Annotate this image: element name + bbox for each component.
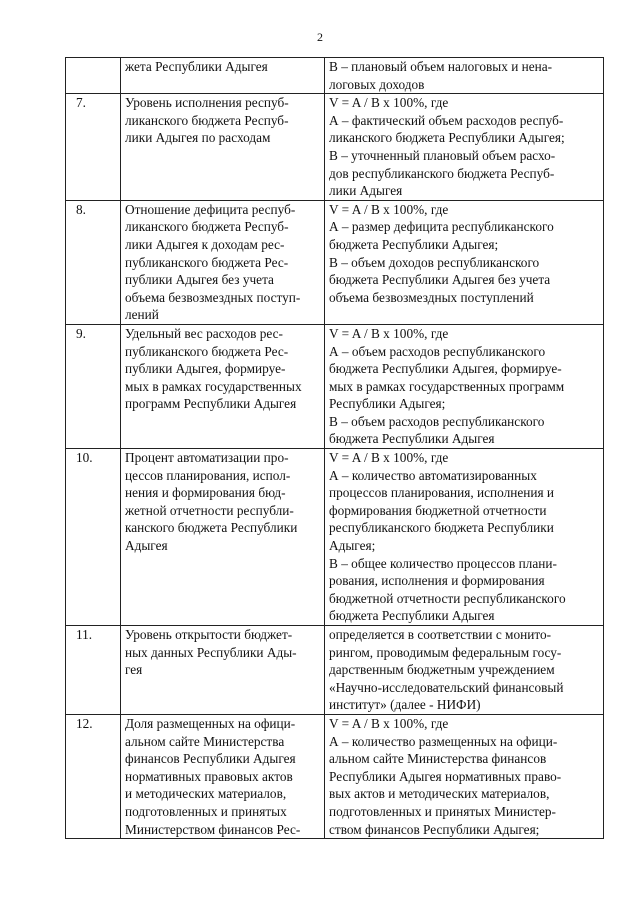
text-line: ликанского бюджета Респуб- <box>125 112 289 128</box>
row-number <box>66 58 121 94</box>
indicator-name <box>121 626 325 715</box>
row-number: 12. <box>66 714 121 838</box>
text-line: публиканского бюджета Рес- <box>125 254 289 270</box>
page-number: 2 <box>317 30 323 44</box>
table-row <box>66 58 604 94</box>
text-line: формирования бюджетной отчетности <box>329 502 547 518</box>
text-line: Удельный вес расходов рес- <box>125 325 283 341</box>
indicator-formula <box>325 58 604 94</box>
text-line: А – количество автоматизированных <box>329 467 537 483</box>
text-line: канского бюджета Республики <box>125 520 298 536</box>
text-line: В – объем расходов республиканского <box>329 413 545 429</box>
text-line: ных данных Республики Ады- <box>125 644 297 660</box>
text-line: публики Адыгея, формируе- <box>125 361 286 377</box>
text-line: лики Адыгея по расходам <box>125 130 271 146</box>
text-line: ликанского бюджета Респуб- <box>125 219 289 235</box>
text-line: V = A / B x 100%, где <box>329 201 449 217</box>
text-line: бюджета Республики Адыгея <box>329 431 495 447</box>
text-line: публики Адыгея без учета <box>125 272 274 288</box>
text-line: определяется в соответствии с монито- <box>329 627 552 642</box>
indicator-name <box>121 200 325 324</box>
text-line: жетной отчетности республи- <box>125 502 294 518</box>
text-line: Процент автоматизации про- <box>125 450 289 466</box>
text-line: цессов планирования, испол- <box>125 467 291 483</box>
text-line: альном сайте Министерства <box>125 733 285 749</box>
text-line: бюджетной отчетности республиканского <box>329 590 566 606</box>
text-line: В – уточненный плановый объем расхо- <box>329 147 556 163</box>
text-line: лики Адыгея <box>329 183 403 199</box>
text-line: А – объем расходов республиканского <box>329 343 546 359</box>
text-line: V = A / B x 100%, где <box>329 715 449 731</box>
indicator-formula <box>325 324 604 448</box>
text-line: жета Республики Адыгея <box>125 59 268 74</box>
text-line: бюджета Республики Адыгея без учета <box>329 272 551 288</box>
row-number: 9. <box>66 324 121 448</box>
text-line: объема безвозмездных поступлений <box>329 289 534 305</box>
row-number: 7. <box>66 94 121 201</box>
text-line: Уровень исполнения респуб- <box>125 95 289 111</box>
table-row <box>66 200 604 324</box>
text-line: Адыгея; <box>329 538 376 554</box>
text-line: дарственным бюджетным учреждением <box>329 662 555 678</box>
text-line: гея <box>125 662 143 678</box>
text-line: вых актов и методических материалов, <box>329 786 550 802</box>
indicator-formula <box>325 94 604 201</box>
text-line: мых в рамках государственных программ <box>329 378 565 394</box>
text-line: Уровень открытости бюджет- <box>125 627 293 642</box>
text-line: Доля размещенных на офици- <box>125 715 296 731</box>
text-line: подготовленных и принятых <box>125 803 287 819</box>
text-line: программ Республики Адыгея <box>125 396 297 412</box>
text-line: публиканского бюджета Рес- <box>125 343 289 359</box>
text-line: А – фактический объем расходов респуб- <box>329 112 564 128</box>
text-line: мых в рамках государственных <box>125 378 302 394</box>
text-line: лений <box>125 307 159 323</box>
text-line: V = A / B x 100%, где <box>329 325 449 341</box>
indicator-formula <box>325 626 604 715</box>
text-line: нормативных правовых актов <box>125 768 293 784</box>
table-row <box>66 324 604 448</box>
text-line: рингом, проводимым федеральным госу- <box>329 644 562 660</box>
indicator-name <box>121 324 325 448</box>
text-line: В – плановый объем налоговых и нена- <box>329 59 553 74</box>
text-line: «Научно-исследовательский финансовый <box>329 679 564 695</box>
table-row <box>66 626 604 715</box>
text-line: ликанского бюджета Республики Адыгея; <box>329 130 565 146</box>
text-line: В – общее количество процессов плани- <box>329 555 557 571</box>
text-line: рования, исполнения и формирования <box>329 573 545 589</box>
text-line: Республики Адыгея; <box>329 396 446 412</box>
table-row <box>66 449 604 626</box>
text-line: логовых доходов <box>329 76 425 92</box>
text-line: процессов планирования, исполнения и <box>329 485 555 501</box>
text-line: и методических материалов, <box>125 786 287 802</box>
text-line: нения и формирования бюд- <box>125 485 286 501</box>
text-line: лики Адыгея к доходам рес- <box>125 236 285 252</box>
text-line: А – количество размещенных на офици- <box>329 733 558 749</box>
text-line: бюджета Республики Адыгея <box>329 608 495 624</box>
text-line: А – размер дефицита республиканского <box>329 219 554 235</box>
text-line: дов республиканского бюджета Респуб- <box>329 165 555 181</box>
text-line: бюджета Республики Адыгея, формируе- <box>329 361 562 377</box>
indicator-formula <box>325 200 604 324</box>
indicator-formula <box>325 714 604 838</box>
text-line: Адыгея <box>125 538 168 554</box>
text-line: альном сайте Министерства финансов <box>329 751 547 767</box>
text-line: объема безвозмездных поступ- <box>125 289 301 305</box>
indicator-name <box>121 449 325 626</box>
text-line: V = A / B x 100%, где <box>329 450 449 466</box>
text-line: финансов Республики Адыгея <box>125 751 296 767</box>
indicator-name <box>121 714 325 838</box>
text-line: Республики Адыгея нормативных право- <box>329 768 562 784</box>
indicator-name <box>121 58 325 94</box>
text-line: В – объем доходов республиканского <box>329 254 540 270</box>
text-line: институт» (далее - НИФИ) <box>329 697 481 713</box>
indicator-name <box>121 94 325 201</box>
text-line: республиканского бюджета Республики <box>329 520 554 536</box>
table-row <box>66 714 604 838</box>
text-line: бюджета Республики Адыгея; <box>329 236 499 252</box>
text-line: ством финансов Республики Адыгея; <box>329 821 540 837</box>
table-row <box>66 94 604 201</box>
text-line: V = A / B x 100%, где <box>329 95 449 111</box>
row-number: 10. <box>66 449 121 626</box>
row-number: 8. <box>66 200 121 324</box>
row-number: 11. <box>66 626 121 715</box>
text-line: Министерством финансов Рес- <box>125 821 301 837</box>
indicators-table <box>65 57 604 839</box>
indicator-formula <box>325 449 604 626</box>
text-line: Отношение дефицита респуб- <box>125 201 296 217</box>
text-line: подготовленных и принятых Министер- <box>329 803 556 819</box>
